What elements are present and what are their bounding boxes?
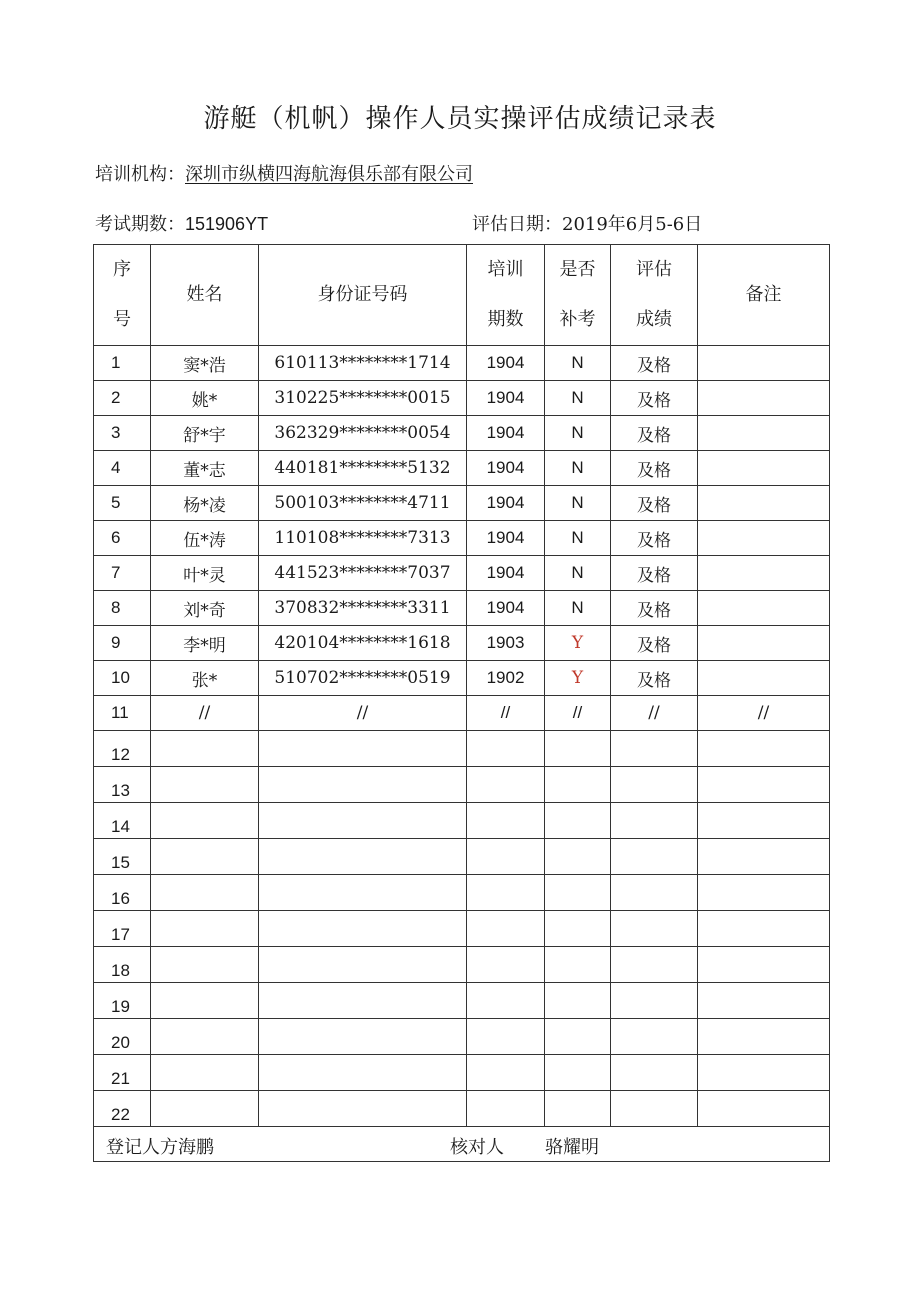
cell-period: 1904	[467, 486, 545, 521]
cell-empty	[259, 983, 467, 1019]
cell-no: 17	[94, 911, 151, 947]
cell-makeup: //	[545, 696, 611, 731]
cell-empty	[467, 875, 545, 911]
cell-makeup: Y	[545, 626, 611, 661]
checker-name: 骆耀明	[545, 1137, 599, 1158]
cell-empty	[467, 947, 545, 983]
cell-name: 舒*宇	[151, 416, 259, 451]
cell-makeup: N	[545, 591, 611, 626]
cell-empty	[611, 767, 698, 803]
cell-period: 1904	[467, 346, 545, 381]
cell-empty	[611, 947, 698, 983]
cell-remark	[698, 416, 830, 451]
table-row-empty	[94, 803, 830, 839]
cell-remark	[698, 556, 830, 591]
cell-id-number: 440181********5132	[259, 451, 467, 486]
cell-empty	[151, 875, 259, 911]
cell-period: 1904	[467, 381, 545, 416]
cell-empty	[611, 839, 698, 875]
cell-empty	[545, 983, 611, 1019]
table-row-empty	[94, 1055, 830, 1091]
cell-empty	[545, 767, 611, 803]
cell-no: 8	[94, 591, 151, 626]
header-period: 培训 期数	[467, 245, 545, 346]
cell-no: 19	[94, 983, 151, 1019]
cell-empty	[151, 767, 259, 803]
cell-name: 董*志	[151, 451, 259, 486]
cell-remark	[698, 381, 830, 416]
cell-score: 及格	[611, 416, 698, 451]
cell-empty	[151, 947, 259, 983]
cell-id-number: 110108********7313	[259, 521, 467, 556]
cell-no: 21	[94, 1055, 151, 1091]
cell-makeup: Y	[545, 661, 611, 696]
cell-empty	[151, 1091, 259, 1127]
cell-no: 22	[94, 1091, 151, 1127]
cell-empty	[545, 947, 611, 983]
cell-remark	[698, 486, 830, 521]
cell-empty	[698, 947, 830, 983]
cell-name: 叶*灵	[151, 556, 259, 591]
cell-empty	[611, 1055, 698, 1091]
cell-period: 1904	[467, 556, 545, 591]
footer-cell	[94, 1127, 830, 1162]
cell-id-number: 370832********3311	[259, 591, 467, 626]
cell-name: 姚*	[151, 381, 259, 416]
cell-score: 及格	[611, 486, 698, 521]
cell-score: //	[611, 696, 698, 731]
cell-id-number: 420104********1618	[259, 626, 467, 661]
cell-empty	[259, 803, 467, 839]
eval-date-value: 2019年6月5-6日	[562, 214, 703, 235]
table-row-empty	[94, 731, 830, 767]
header-seq: 序 号	[94, 245, 151, 346]
table-row	[94, 521, 830, 556]
cell-id-number: 310225********0015	[259, 381, 467, 416]
cell-empty	[698, 1055, 830, 1091]
cell-empty	[259, 1091, 467, 1127]
table-row	[94, 486, 830, 521]
cell-makeup: N	[545, 486, 611, 521]
cell-no: 12	[94, 731, 151, 767]
header-makeup: 是否 补考	[545, 245, 611, 346]
cell-remark	[698, 626, 830, 661]
cell-empty	[467, 983, 545, 1019]
cell-empty	[467, 803, 545, 839]
table-row	[94, 591, 830, 626]
cell-empty	[467, 1019, 545, 1055]
cell-empty	[611, 875, 698, 911]
cell-empty	[151, 839, 259, 875]
org-label: 培训机构：	[95, 164, 185, 185]
cell-score: 及格	[611, 381, 698, 416]
cell-no: 16	[94, 875, 151, 911]
cell-empty	[467, 839, 545, 875]
cell-empty	[151, 1055, 259, 1091]
cell-empty	[698, 1019, 830, 1055]
table-row-empty	[94, 1019, 830, 1055]
cell-period: 1904	[467, 591, 545, 626]
cell-score: 及格	[611, 451, 698, 486]
table-row-empty	[94, 767, 830, 803]
table-row	[94, 416, 830, 451]
cell-name: 李*明	[151, 626, 259, 661]
cell-empty	[467, 731, 545, 767]
header-remark: 备注	[698, 245, 830, 346]
table-row-empty	[94, 1091, 830, 1127]
table-row	[94, 381, 830, 416]
cell-empty	[611, 1091, 698, 1127]
score-table	[93, 244, 830, 1162]
cell-empty	[467, 1091, 545, 1127]
cell-empty	[259, 1019, 467, 1055]
cell-makeup: N	[545, 381, 611, 416]
cell-id-number: 441523********7037	[259, 556, 467, 591]
cell-makeup: N	[545, 451, 611, 486]
cell-makeup: N	[545, 556, 611, 591]
cell-empty	[151, 983, 259, 1019]
cell-makeup: N	[545, 521, 611, 556]
table-row-empty	[94, 839, 830, 875]
table-row	[94, 556, 830, 591]
cell-remark	[698, 346, 830, 381]
cell-empty	[545, 839, 611, 875]
cell-empty	[611, 731, 698, 767]
cell-no: 18	[94, 947, 151, 983]
cell-remark	[698, 661, 830, 696]
recorder: 登记人方海鹏	[106, 1137, 214, 1158]
cell-id-number: 510702********0519	[259, 661, 467, 696]
table-row	[94, 451, 830, 486]
cell-empty	[698, 767, 830, 803]
cell-empty	[259, 947, 467, 983]
cell-period: 1902	[467, 661, 545, 696]
org-value: 深圳市纵横四海航海俱乐部有限公司	[185, 164, 473, 185]
header-id: 身份证号码	[259, 245, 467, 346]
cell-empty	[545, 1019, 611, 1055]
cell-makeup: N	[545, 346, 611, 381]
cell-score: 及格	[611, 591, 698, 626]
cell-empty	[698, 1091, 830, 1127]
table-row-empty	[94, 875, 830, 911]
eval-date-line	[472, 210, 702, 236]
cell-makeup: N	[545, 416, 611, 451]
header-name: 姓名	[151, 245, 259, 346]
cell-score: 及格	[611, 661, 698, 696]
cell-empty	[259, 875, 467, 911]
cell-empty	[545, 803, 611, 839]
eval-date-label: 评估日期：	[472, 214, 562, 235]
cell-empty	[151, 731, 259, 767]
cell-period: //	[467, 696, 545, 731]
table-row	[94, 661, 830, 696]
table-row	[94, 696, 830, 731]
cell-empty	[611, 983, 698, 1019]
cell-empty	[611, 911, 698, 947]
cell-score: 及格	[611, 521, 698, 556]
cell-id-number: //	[259, 696, 467, 731]
cell-remark	[698, 451, 830, 486]
cell-no: 7	[94, 556, 151, 591]
cell-empty	[698, 803, 830, 839]
cell-empty	[698, 839, 830, 875]
cell-score: 及格	[611, 556, 698, 591]
cell-period: 1904	[467, 451, 545, 486]
cell-name: 伍*涛	[151, 521, 259, 556]
cell-no: 11	[94, 696, 151, 731]
exam-label: 考试期数：	[95, 214, 185, 235]
cell-empty	[545, 1055, 611, 1091]
cell-empty	[467, 1055, 545, 1091]
cell-no: 13	[94, 767, 151, 803]
cell-id-number: 500103********4711	[259, 486, 467, 521]
table-row-empty	[94, 911, 830, 947]
cell-empty	[151, 911, 259, 947]
footer-row	[94, 1127, 830, 1162]
table-row-empty	[94, 947, 830, 983]
cell-empty	[151, 803, 259, 839]
cell-remark	[698, 521, 830, 556]
cell-period: 1904	[467, 521, 545, 556]
cell-no: 4	[94, 451, 151, 486]
cell-no: 15	[94, 839, 151, 875]
cell-no: 20	[94, 1019, 151, 1055]
exam-period-line	[95, 210, 268, 236]
cell-empty	[698, 983, 830, 1019]
cell-no: 1	[94, 346, 151, 381]
exam-value: 151906YT	[185, 214, 269, 234]
table-row-empty	[94, 983, 830, 1019]
cell-score: 及格	[611, 626, 698, 661]
table-header-row	[94, 245, 830, 346]
cell-name: 窦*浩	[151, 346, 259, 381]
cell-empty	[545, 1091, 611, 1127]
table-row	[94, 626, 830, 661]
cell-empty	[698, 875, 830, 911]
cell-period: 1903	[467, 626, 545, 661]
cell-name: 张*	[151, 661, 259, 696]
cell-empty	[611, 1019, 698, 1055]
cell-no: 3	[94, 416, 151, 451]
cell-no: 14	[94, 803, 151, 839]
cell-empty	[545, 911, 611, 947]
cell-empty	[259, 911, 467, 947]
cell-no: 10	[94, 661, 151, 696]
cell-no: 5	[94, 486, 151, 521]
cell-empty	[151, 1019, 259, 1055]
cell-remark	[698, 591, 830, 626]
cell-empty	[698, 911, 830, 947]
cell-empty	[259, 1055, 467, 1091]
cell-no: 9	[94, 626, 151, 661]
cell-name: //	[151, 696, 259, 731]
cell-name: 杨*凌	[151, 486, 259, 521]
cell-id-number: 610113********1714	[259, 346, 467, 381]
cell-empty	[259, 839, 467, 875]
training-org-line	[95, 160, 473, 186]
cell-name: 刘*奇	[151, 591, 259, 626]
checker-label: 核对人	[450, 1137, 504, 1158]
cell-empty	[259, 731, 467, 767]
cell-score: 及格	[611, 346, 698, 381]
cell-empty	[545, 731, 611, 767]
cell-period: 1904	[467, 416, 545, 451]
cell-no: 2	[94, 381, 151, 416]
cell-remark: //	[698, 696, 830, 731]
table-row	[94, 346, 830, 381]
cell-no: 6	[94, 521, 151, 556]
cell-empty	[259, 767, 467, 803]
cell-empty	[611, 803, 698, 839]
header-score: 评估 成绩	[611, 245, 698, 346]
cell-empty	[467, 911, 545, 947]
page-title: 游艇（机帆）操作人员实操评估成绩记录表	[203, 104, 717, 134]
cell-empty	[467, 767, 545, 803]
cell-id-number: 362329********0054	[259, 416, 467, 451]
cell-empty	[545, 875, 611, 911]
cell-empty	[698, 731, 830, 767]
